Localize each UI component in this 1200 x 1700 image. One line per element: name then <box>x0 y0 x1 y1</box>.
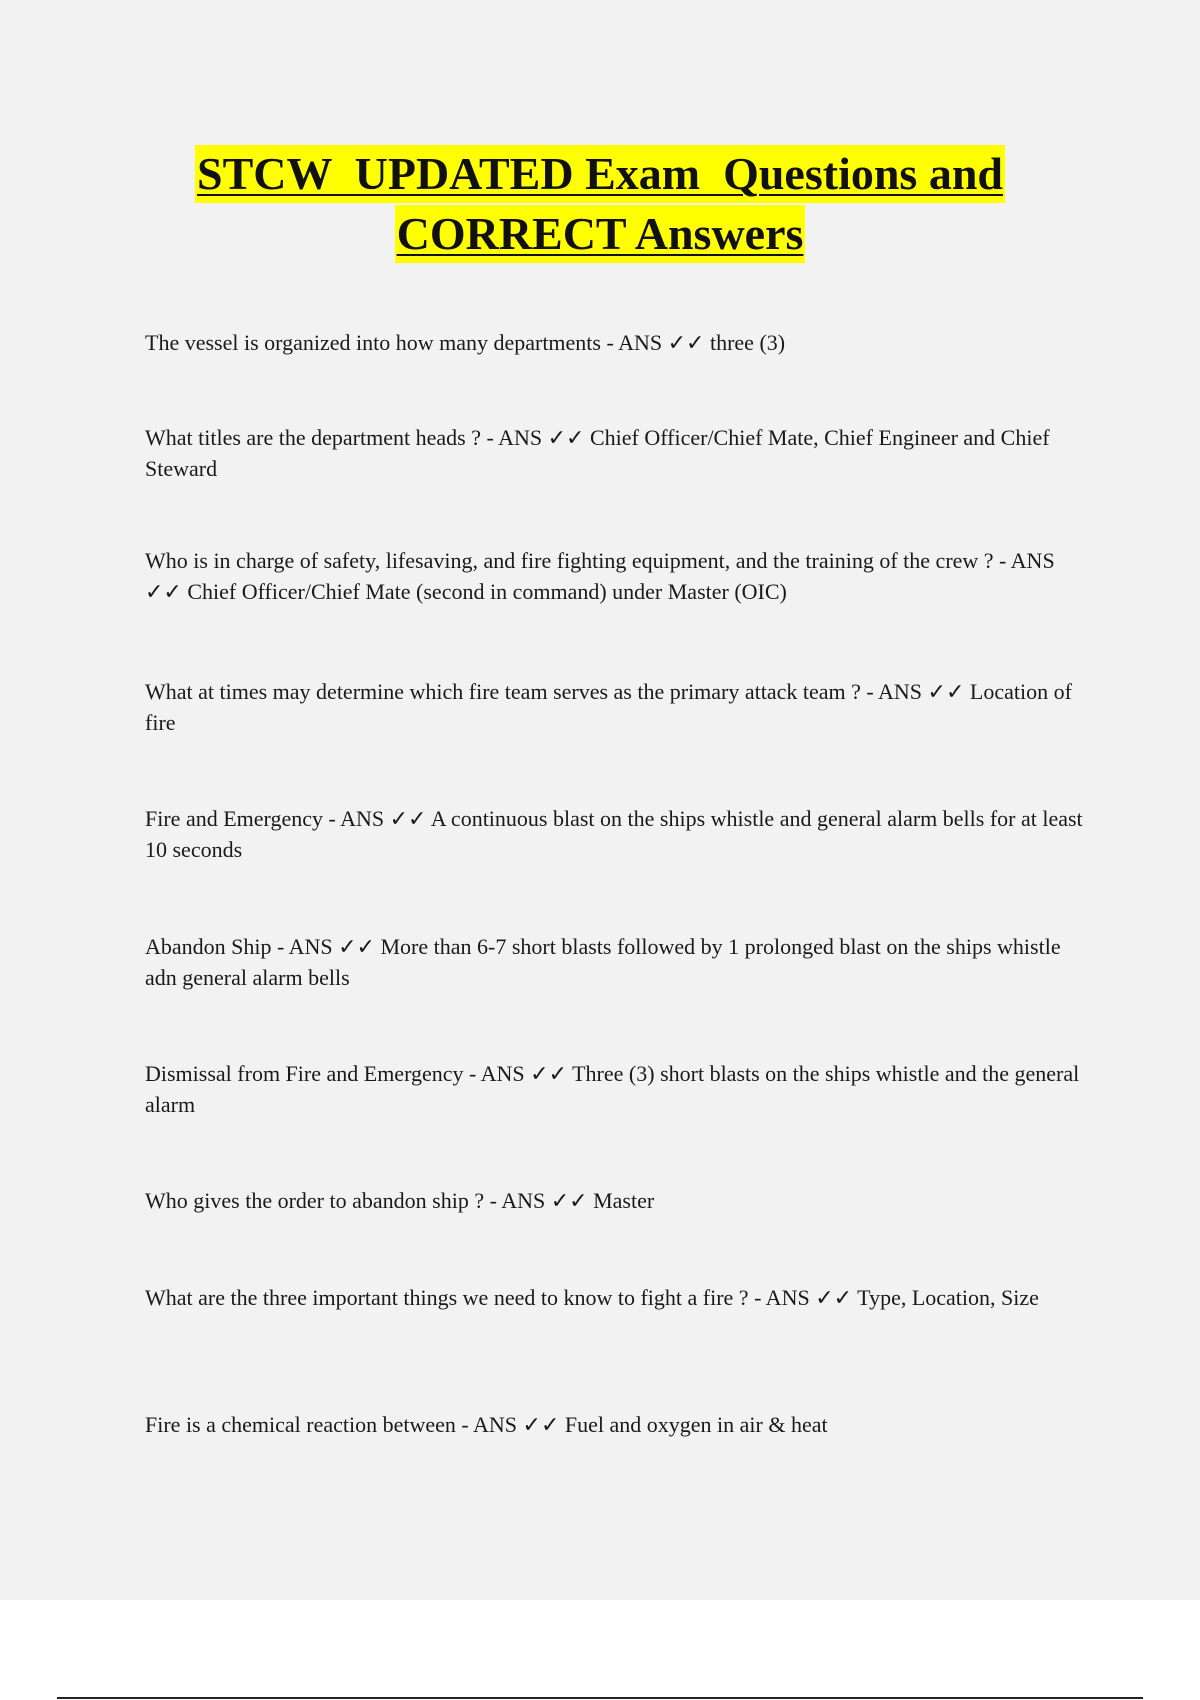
qa-item-4: What at times may determine which fire team serves as the primary attack team ? - ANS ✓✓ Location of fire <box>145 679 1072 735</box>
qa-item-3: Who is in charge of safety, lifesaving, and fire fighting equipment, and the training of the crew ? - ANS ✓✓ Chief Officer/Chief Mate (second in command) under Master (OIC) <box>145 548 1055 604</box>
qa-item-7: Dismissal from Fire and Emergency - ANS ✓✓ Three (3) short blasts on the ships whistle and the general alarm <box>145 1061 1080 1117</box>
qa-item-2: What titles are the department heads ? - ANS ✓✓ Chief Officer/Chief Mate, Chief Engineer and Chief Steward <box>145 425 1050 481</box>
qa-item-9: What are the three important things we need to know to fight a fire ? - ANS ✓✓ Type, Location, Size <box>145 1285 1039 1310</box>
document-title <box>0 145 1200 265</box>
qa-item-5: Fire and Emergency - ANS ✓✓ A continuous blast on the ships whistle and general alarm bells for at least 10 seconds <box>145 806 1083 862</box>
title-line-1: STCW UPDATED Exam Questions and <box>195 145 1005 203</box>
page-bottom-rule <box>57 1697 1143 1699</box>
qa-item-8: Who gives the order to abandon ship ? - ANS ✓✓ Master <box>145 1188 655 1213</box>
qa-item-6: Abandon Ship - ANS ✓✓ More than 6-7 short blasts followed by 1 prolonged blast on the ships whistle adn general alarm bells <box>145 934 1061 990</box>
qa-item-1: The vessel is organized into how many departments - ANS ✓✓ three (3) <box>145 330 786 355</box>
qa-item-10: Fire is a chemical reaction between - ANS ✓✓ Fuel and oxygen in air & heat <box>145 1412 828 1437</box>
title-line-2: CORRECT Answers <box>395 205 806 263</box>
